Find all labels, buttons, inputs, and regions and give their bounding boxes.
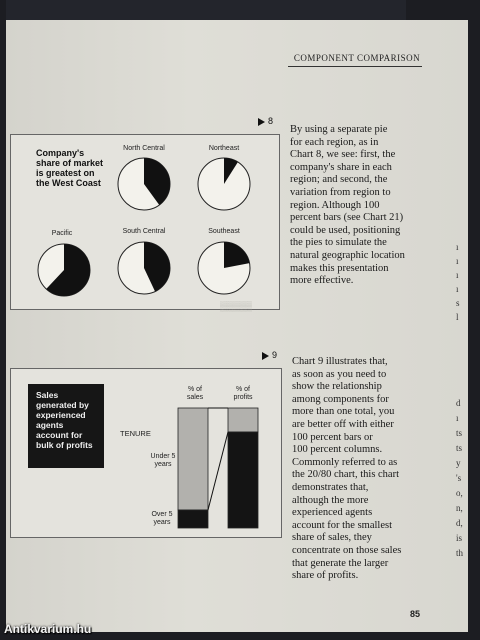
pie-pacific: [36, 242, 92, 298]
running-header: COMPONENT COMPARISON: [293, 53, 421, 63]
pie-label-pacific: Pacific: [51, 230, 73, 237]
text-line: region; and second, the: [290, 174, 388, 186]
facing-page-margin-text-2: d ı ts ts y 's o, n, d, is th: [456, 398, 464, 558]
text-line: natural geographic location: [290, 249, 405, 261]
text-line: more than one total, you: [292, 406, 395, 418]
pie-label-southeast: Southeast: [208, 228, 240, 235]
text-line: as soon as you need to: [292, 368, 387, 380]
chart9-bars: [170, 400, 270, 532]
text-line: share of sales, they: [292, 532, 372, 544]
over-5-years-label: Over 5 years: [151, 511, 173, 526]
under-5-years-label: Under 5 years: [150, 453, 176, 468]
text-line: show the relationship: [292, 381, 382, 393]
text-line: among components for: [292, 393, 389, 405]
text-line: company's share in each: [290, 161, 392, 173]
chart9-title-box: [28, 384, 104, 468]
text-line: By using a separate pie: [290, 124, 388, 135]
pie-label-south-central: South Central: [122, 228, 166, 235]
page-edge-shadow: [6, 0, 406, 22]
tenure-label: TENURE: [120, 429, 151, 438]
text-line: region. Although 100: [290, 199, 380, 211]
chart8-number: 8: [268, 116, 274, 126]
watermark: Antikvarium.hu: [4, 622, 92, 636]
text-line: more effective.: [290, 275, 354, 287]
bar-sales-over-5-years: [178, 510, 208, 528]
facing-page-margin-text: ı ı ı ı s l: [456, 242, 460, 322]
text-line: concentrate on those sales: [292, 544, 402, 556]
pie-label-northeast: Northeast: [208, 145, 240, 152]
header-rule: [288, 66, 422, 67]
text-line: Chart 9 illustrates that,: [292, 356, 388, 367]
text-line: demonstrates that,: [292, 481, 369, 493]
chart9-body-text: [292, 356, 454, 583]
page-number: 85: [410, 609, 421, 619]
bar-profits-over-5-years: [228, 432, 258, 528]
text-line: makes this presentation: [290, 262, 389, 274]
pie-northeast: [196, 156, 252, 212]
text-line: percent bars (see Chart 21): [290, 212, 404, 224]
show-through-text: ▒▒▒▒▒: [220, 301, 252, 311]
text-line: share of profits.: [292, 570, 359, 582]
text-line: 100 percent bars or: [292, 431, 373, 443]
chart9-marker: [262, 350, 277, 360]
chart9-number: 9: [272, 350, 278, 360]
chart9-title: Sales generated by experienced agents account for bulk of profits: [36, 390, 93, 450]
text-line: the pies to simulate the: [290, 237, 387, 249]
text-line: that generate the larger: [292, 557, 389, 569]
bar-sales-under-5-years: [178, 408, 208, 510]
pie-north-central: [116, 156, 172, 212]
bar-profits-under-5-years: [228, 408, 258, 432]
text-line: 100 percent columns.: [292, 444, 383, 456]
triangle-marker-icon: [262, 352, 269, 360]
triangle-marker-icon: [258, 118, 265, 126]
chart8-body-text: [290, 124, 450, 288]
pie-label-north-central: North Central: [123, 145, 165, 152]
text-line: account for the smallest: [292, 519, 393, 531]
text-line: Commonly referred to as: [292, 456, 398, 468]
connector-line-over-5-years: [208, 432, 228, 510]
pie-southeast: [196, 240, 252, 296]
text-line: are better off with either: [292, 418, 394, 430]
text-line: experienced agents: [292, 507, 373, 519]
text-line: Chart 8, we see: first, the: [290, 149, 396, 161]
text-line: could be used, positioning: [290, 224, 401, 236]
col-profits-label: % of profits: [233, 386, 253, 401]
text-line: for each region, as in: [290, 136, 379, 148]
pie-south-central: [116, 240, 172, 296]
chart8-title: Company's share of market is greatest on the West Coast: [36, 148, 104, 188]
text-line: although the more: [292, 494, 369, 506]
text-line: the 20/80 chart, this chart: [292, 469, 400, 481]
col-sales-label: % of sales: [186, 386, 204, 401]
text-line: variation from region to: [290, 186, 391, 198]
chart8-marker: [258, 116, 273, 126]
